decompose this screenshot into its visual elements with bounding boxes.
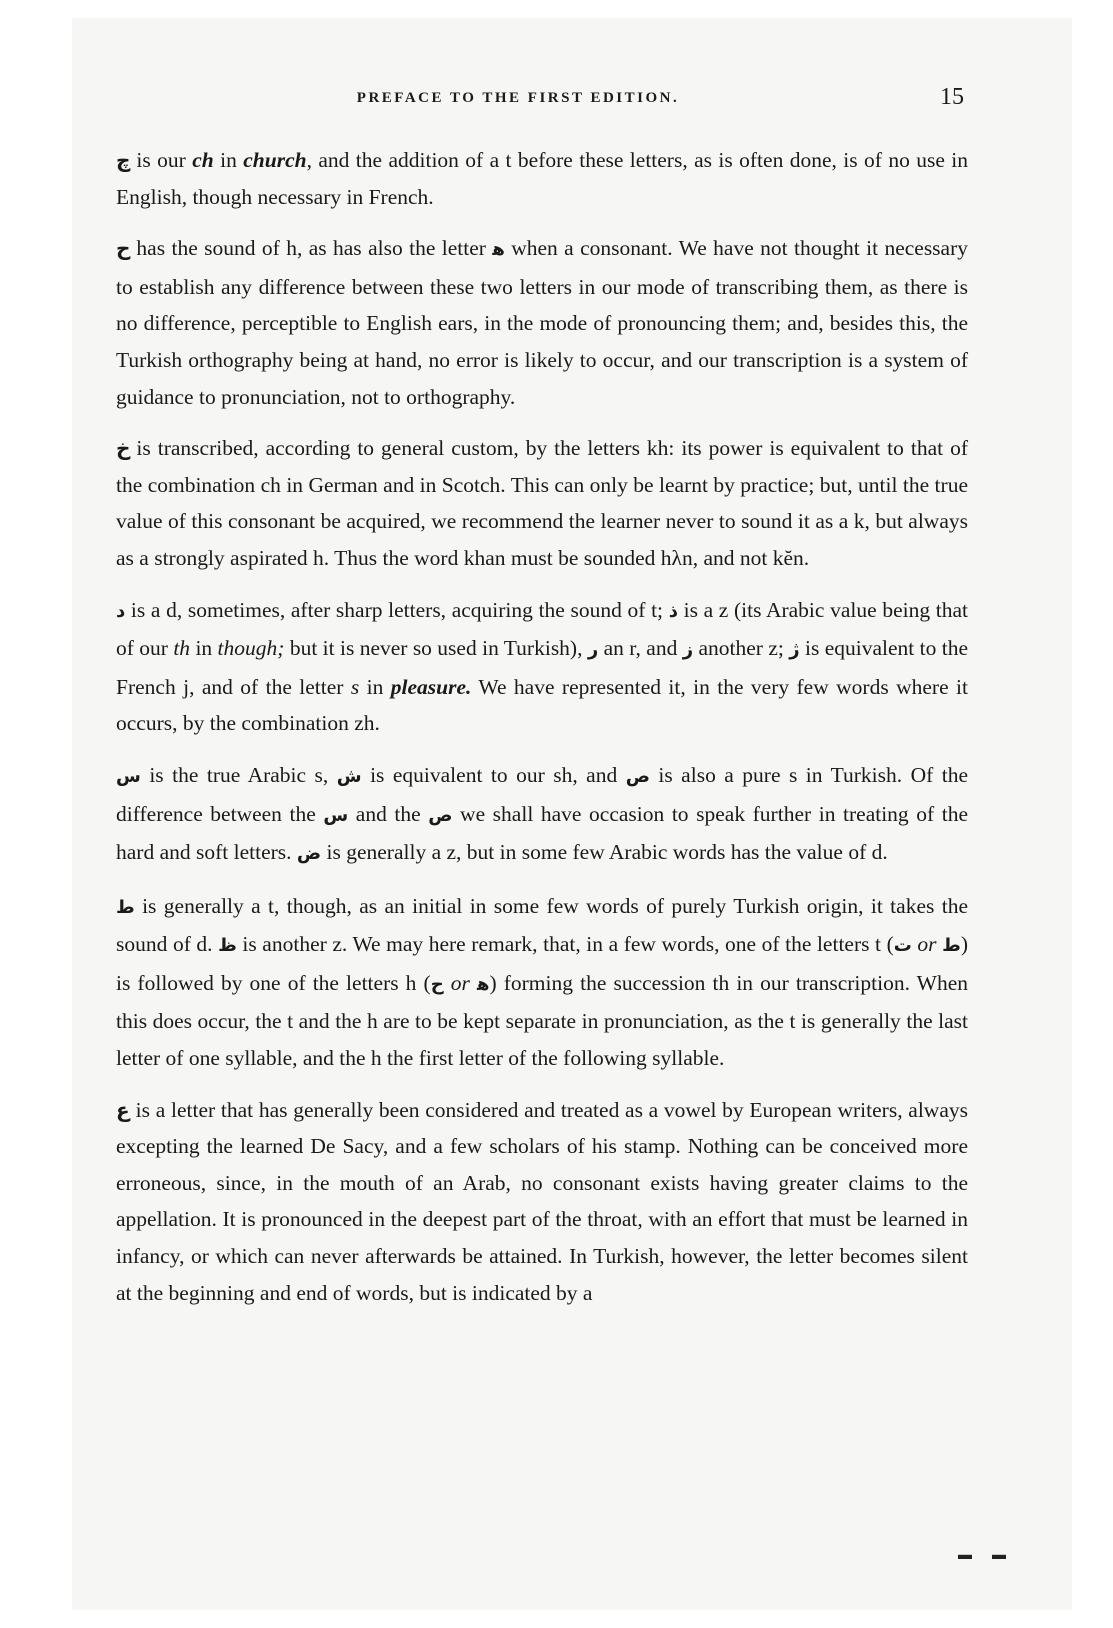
paragraph-ain — [116, 1092, 968, 1312]
text: is the true Arabic s, — [140, 762, 337, 787]
arabic-letter-te: ﺕ — [893, 935, 912, 957]
page-body — [116, 142, 968, 1326]
page-header — [72, 84, 964, 120]
text: is a letter that has generally been considered and treated as a vowel by European writers, always excepting the learned De Sacy, and a few scholars of his stamp. Nothing can be conceived more erroneous, since, in the mouth of an Arab, no consonant exists having greater claims to the appellation. It is pronounced in the deepest part of the throat, with an effort that must be learned in infancy, or which can never afterwards be attained. In Turkish, however, the letter becomes silent at the beginning and end of words, but is indicated by a — [116, 1097, 968, 1305]
text: in — [190, 636, 218, 661]
arabic-letter-ha: ﺡ — [116, 236, 131, 261]
text: ) is followed by one of the letters h ( — [116, 932, 968, 995]
text: ) forming the succession th in our transcription. When this does occur, the t and the h are to be kept separate in pronunciation, as the t is generally the last letter of one syllable, and the h the first letter of the following syllable. — [116, 970, 968, 1071]
arabic-letter-ta: ﻁ — [942, 935, 961, 957]
italic-term: or — [443, 970, 477, 995]
italic-term: ch — [192, 148, 214, 172]
text: is also a pure s in Turkish. Of the difference between the — [116, 762, 968, 826]
text: but it is never so used in Turkish), — [284, 636, 588, 661]
arabic-letter-thal: ﺫ — [668, 600, 678, 622]
italic-term: or — [911, 932, 943, 957]
page-number: 15 — [940, 84, 964, 110]
arabic-letter-dad: ﺽ — [296, 843, 322, 865]
text: in — [359, 674, 391, 699]
text: is generally a z, but in some few Arabic words has the value of d. — [321, 840, 888, 865]
text: is our — [136, 148, 193, 172]
text: We have represented it, in the very few words where it occurs, by the combination zh. — [116, 674, 968, 736]
arabic-letter-kha: ﺥ — [116, 436, 131, 461]
text: in — [213, 148, 244, 172]
italic-term: th — [173, 636, 191, 661]
text: is another z. We may here remark, that, in a few words, one of the letters t ( — [236, 932, 894, 957]
text: is generally a t, though, as an initial in some few words of purely Turkish origin, it takes the sound of d. — [116, 893, 968, 957]
arabic-letter-he: ﻫ — [492, 239, 505, 261]
arabic-letter-sad: ﺹ — [625, 765, 650, 787]
text: , and the addition of a t before these letters, as is often done, is of no use in English, though necessary in French. — [116, 148, 968, 209]
arabic-letter-ta: ﻁ — [116, 896, 135, 918]
text: when a consonant. We have not thought it necessary to establish any difference between these two letters in our mode of transcribing them, as there is no difference, perceptible to English ears, in the mode of pronouncing them; and, besides this, the Turkish orthography being at hand, no error is likely to occur, and our transcription is a system of guidance to pronunciation, not to orthography. — [116, 236, 969, 409]
text: an r, and — [598, 636, 683, 661]
text: has the sound of h, as has also the letter — [136, 236, 493, 261]
paragraph-dal — [116, 592, 968, 742]
paragraph-ha — [116, 230, 968, 415]
italic-term: pleasure. — [390, 674, 472, 699]
arabic-letter-che: ﭺ — [116, 148, 131, 172]
italic-term: church — [243, 148, 307, 172]
arabic-letter-sad: ﺹ — [428, 804, 453, 826]
running-head: PREFACE TO THE FIRST EDITION. — [356, 90, 680, 106]
text: is transcribed, according to general custom, by the letters kh: its power is equivalent to that of the combination ch in German and in Scotch. This can only be learnt by practice; but, until the true value of this consonant be acquired, we recommend the learner never to sound it as a k, but always as a strongly aspirated h. Thus the word khan must be sounded hλn, and not kĕn. — [116, 436, 968, 570]
arabic-letter-re: ﺭ — [587, 639, 599, 661]
paragraph-che — [116, 142, 968, 215]
arabic-letter-za: ﻅ — [218, 935, 237, 957]
text: is a z (its Arabic value being that of our — [116, 597, 968, 661]
arabic-letter-he: ﻫ — [477, 973, 490, 995]
paragraph-sin — [116, 757, 968, 873]
arabic-letter-dal: ﺩ — [116, 600, 126, 622]
text: we shall have occasion to speak further in treating of the hard and soft letters. — [116, 801, 969, 865]
italic-term: s — [350, 674, 360, 699]
scan-artifact-mark: ▬ — [958, 1548, 972, 1563]
arabic-letter-zhe: ﮊ — [789, 639, 800, 661]
scan-artifact-mark: ▬ — [992, 1548, 1006, 1563]
text: is equivalent to our sh, and — [361, 762, 626, 787]
arabic-letter-sin: ﺱ — [323, 804, 349, 826]
arabic-letter-sin: ﺱ — [116, 765, 141, 787]
text: is a d, sometimes, after sharp letters, acquiring the sound of t; — [125, 597, 669, 622]
text: is equivalent to the French j, and of the letter — [116, 636, 968, 699]
text: and the — [348, 801, 429, 826]
arabic-letter-ha: ﺡ — [430, 973, 444, 995]
paragraph-ta — [116, 888, 968, 1077]
paragraph-kha — [116, 430, 968, 576]
italic-term: though; — [217, 636, 285, 661]
arabic-letter-ze: ﺯ — [682, 639, 694, 661]
arabic-letter-ain: ﻉ — [116, 1097, 130, 1122]
text: another z; — [693, 636, 790, 661]
arabic-letter-shin: ﺵ — [336, 765, 362, 787]
